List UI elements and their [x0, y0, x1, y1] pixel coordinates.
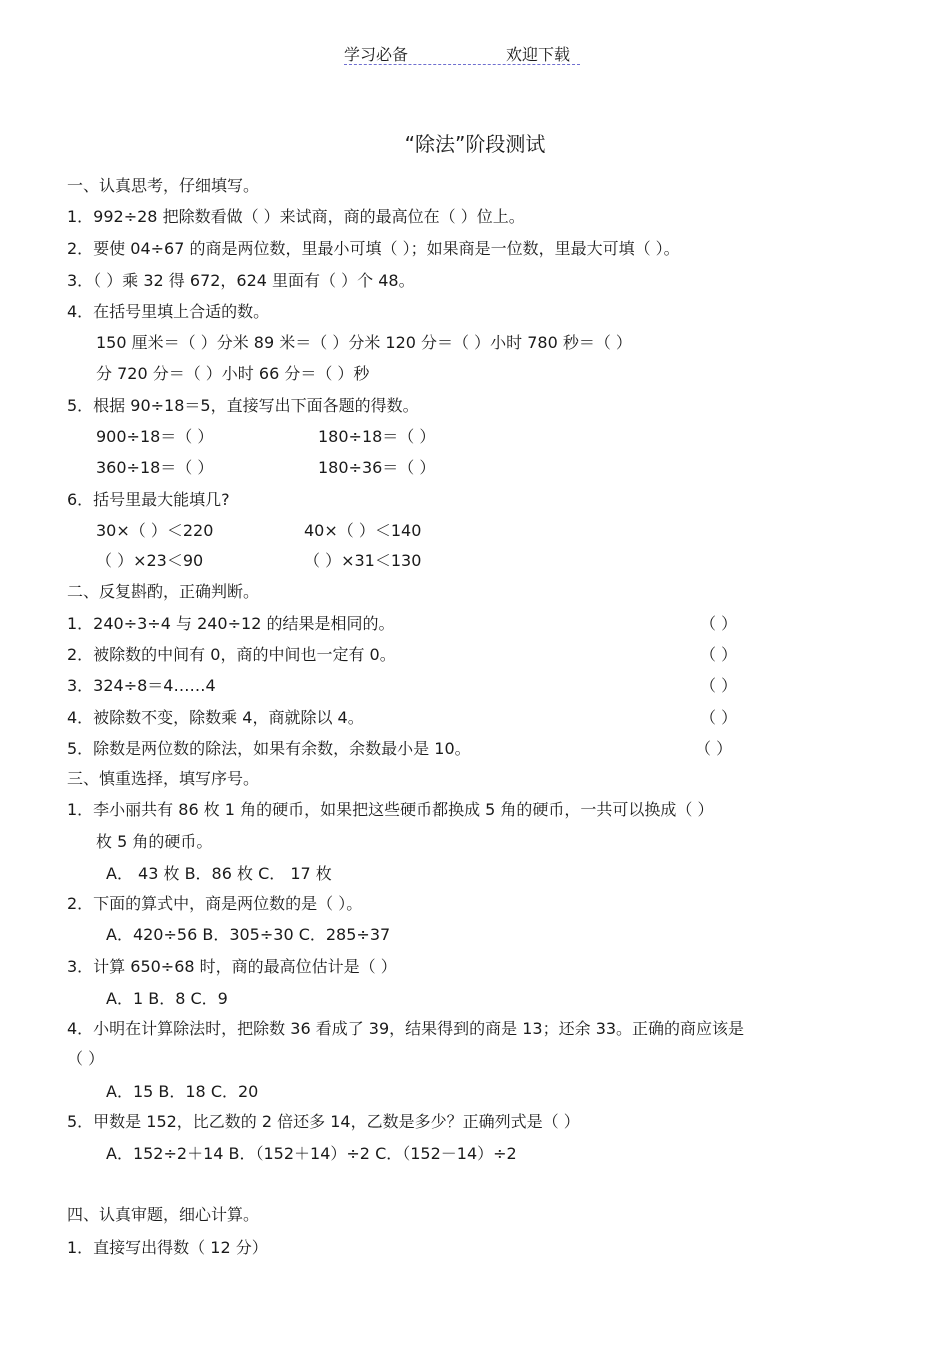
text-line: 三、慎重选择，填写序号。: [67, 769, 260, 788]
text-line: 四、认真审题，细心计算。: [67, 1205, 260, 1224]
text-line: A．152÷2＋14 B．（152＋14）÷2 C．（152－14）÷2: [106, 1144, 517, 1163]
text-line: 3．324÷8＝4……4: [67, 676, 216, 695]
text-line: 4．在括号里填上合适的数。: [67, 302, 270, 321]
text-line: 1．直接写出得数（ 12 分）: [67, 1238, 268, 1257]
text-line: 180÷36＝（ ）: [318, 458, 436, 477]
text-line: 4．小明在计算除法时，把除数 36 看成了 39，结果得到的商是 13；还余 33。正确的商应该是: [67, 1019, 745, 1038]
text-line: （ ）: [700, 708, 738, 727]
text-line: （ ）: [700, 676, 738, 695]
text-line: 5．根据 90÷18＝5，直接写出下面各题的得数。: [67, 396, 419, 415]
text-line: A．1 B．8 C．9: [106, 989, 228, 1008]
text-line: 1．李小丽共有 86 枚 1 角的硬币，如果把这些硬币都换成 5 角的硬币，一共可以换成（ ）: [67, 800, 714, 819]
text-line: 40×（ ）＜140: [304, 521, 422, 540]
text-line: 30×（ ）＜220: [96, 521, 214, 540]
text-line: （ ）: [700, 645, 738, 664]
text-line: 6．括号里最大能填几?: [67, 490, 230, 509]
header-left-text: 学习必备: [344, 45, 409, 64]
text-line: 900÷18＝（ ）: [96, 427, 214, 446]
text-line: 3．（ ）乘 32 得 672，624 里面有（ ）个 48。: [67, 271, 415, 290]
text-line: 5．除数是两位数的除法，如果有余数，余数最小是 10。: [67, 739, 471, 758]
text-line: 2．要使 04÷67 的商是两位数，里最小可填（ ）；如果商是一位数，里最大可填（ ）。: [67, 239, 680, 258]
text-line: 180÷18＝（ ）: [318, 427, 436, 446]
text-line: 枚 5 角的硬币。: [96, 832, 213, 851]
text-line: A．420÷56 B．305÷30 C．285÷37: [106, 925, 391, 944]
text-line: 1．992÷28 把除数看做（ ）来试商，商的最高位在（ ）位上。: [67, 207, 525, 226]
text-line: （ ）: [700, 614, 738, 633]
text-line: 5．甲数是 152，比乙数的 2 倍还多 14，乙数是多少？正确列式是（ ）: [67, 1112, 580, 1131]
text-line: 分 720 分＝（ ）小时 66 分＝（ ）秒: [96, 364, 370, 383]
text-line: 4．被除数不变，除数乘 4，商就除以 4。: [67, 708, 364, 727]
text-line: （ ）: [695, 739, 733, 758]
text-line: 一、认真思考，仔细填写。: [67, 176, 260, 195]
text-line: A． 43 枚 B．86 枚 C． 17 枚: [106, 864, 332, 883]
document-title: “除法”阶段测试: [404, 132, 546, 156]
text-line: A．15 B．18 C．20: [106, 1082, 259, 1101]
text-line: 360÷18＝（ ）: [96, 458, 214, 477]
text-line: （ ）×31＜130: [304, 551, 422, 570]
header-dashed-divider: [344, 64, 580, 65]
text-line: 1．240÷3÷4 与 240÷12 的结果是相同的。: [67, 614, 395, 633]
text-line: （ ）: [67, 1049, 105, 1068]
text-line: 150 厘米＝（ ）分米 89 米＝（ ）分米 120 分＝（ ）小时 780 秒＝（ ）: [96, 333, 632, 352]
text-line: 二、反复斟酌，正确判断。: [67, 582, 260, 601]
text-line: 2．被除数的中间有 0，商的中间也一定有 0。: [67, 645, 396, 664]
text-line: （ ）×23＜90: [96, 551, 204, 570]
text-line: 3．计算 650÷68 时，商的最高位估计是（ ）: [67, 957, 397, 976]
text-line: 2．下面的算式中，商是两位数的是（ ）。: [67, 894, 363, 913]
header-right-text: 欢迎下载: [506, 45, 571, 64]
